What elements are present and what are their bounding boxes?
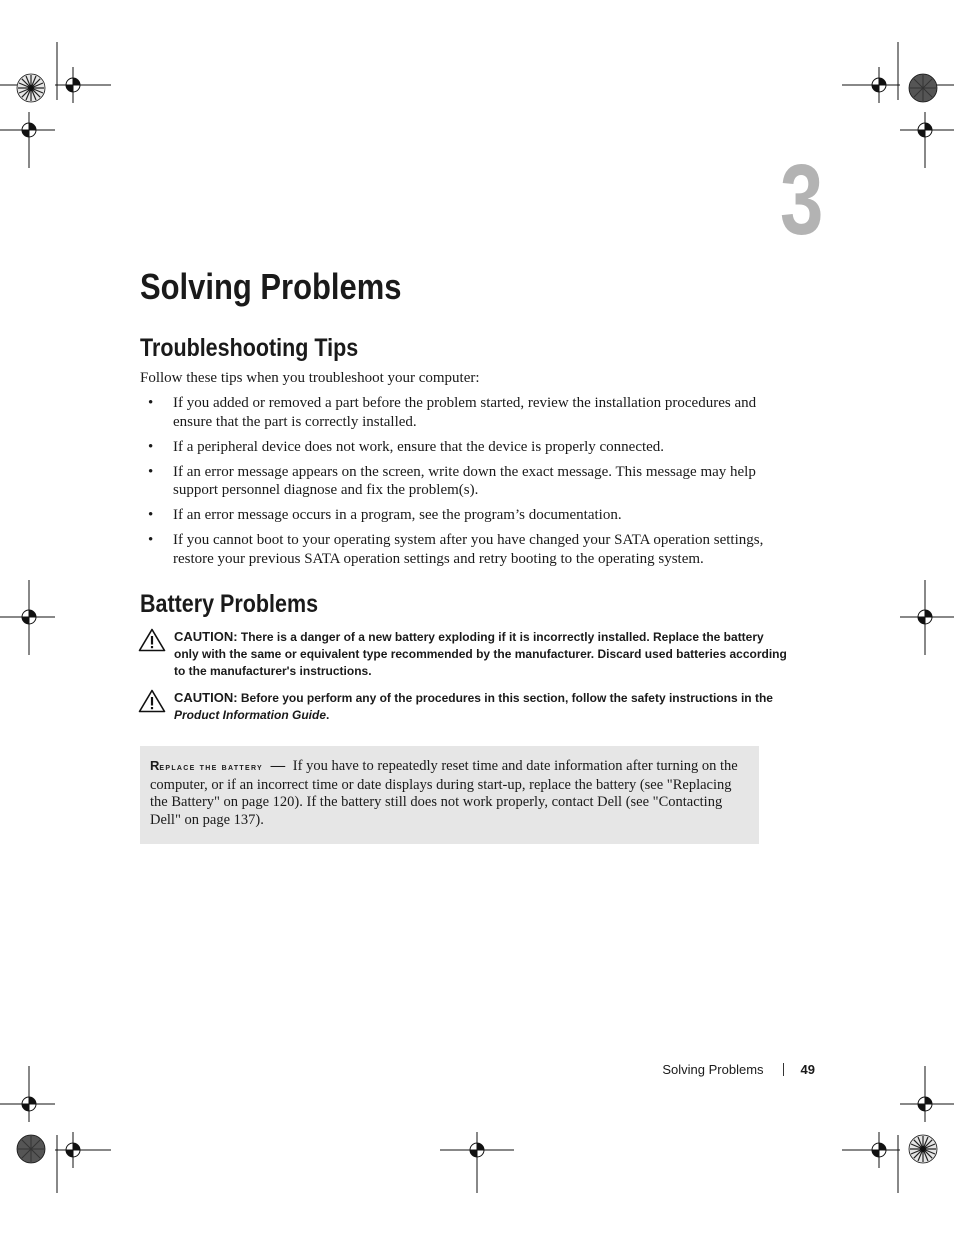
tips-list	[140, 394, 790, 575]
caution-label: CAUTION:	[174, 629, 238, 644]
troubleshooting-heading: Troubleshooting Tips	[140, 334, 359, 362]
note-label-initial: R	[150, 758, 160, 773]
caution-safety-instructions	[138, 689, 788, 724]
troubleshooting-intro: Follow these tips when you troubleshoot your computer:	[140, 370, 480, 386]
page-footer	[640, 1062, 815, 1078]
caution-text: Before you perform any of the procedures in this section, follow the safety instructions in the	[240, 691, 773, 705]
page-title: Solving Problems	[140, 266, 402, 307]
list-item	[140, 394, 790, 431]
running-title: Solving Problems	[662, 1062, 764, 1077]
tip-text: If you added or removed a part before the problem started, review the installation procedures and ensure that the part is correctly installed.	[173, 395, 757, 430]
list-item	[140, 438, 790, 457]
caution-label: CAUTION:	[174, 690, 238, 705]
battery-heading: Battery Problems	[140, 590, 319, 618]
caution-exploding-battery	[138, 628, 788, 680]
tip-text: If an error message appears on the screen, write down the exact message. This message may help support personnel diagnose and fix the problem(s).	[173, 463, 756, 498]
note-dash: —	[270, 758, 286, 774]
bullet: •	[148, 395, 154, 411]
bullet: •	[148, 438, 154, 455]
bullet: •	[148, 507, 154, 523]
color-target-icon	[909, 1135, 937, 1163]
tip-text: If a peripheral device does not work, ensure that the device is properly connected.	[173, 438, 665, 455]
footer-separator	[783, 1063, 784, 1076]
guide-title: Product Information Guide	[174, 708, 326, 722]
caution-text: There is a danger of a new battery exploding if it is incorrectly installed. Replace the battery only with the same or equivalent type recommended by the manufacturer. Discard used batteries according to the manufacturer's instructions.	[174, 630, 787, 678]
replace-battery-note	[140, 746, 759, 844]
warning-triangle-icon	[138, 689, 166, 713]
list-item	[140, 506, 790, 525]
caution-end: .	[326, 708, 330, 722]
bullet: •	[148, 463, 154, 480]
note-label	[150, 758, 264, 773]
bullet: •	[148, 532, 154, 548]
tip-text: If you cannot boot to your operating system after you have changed your SATA operation settings, restore your previous SATA operation settings and retry booting to the operating system.	[173, 532, 764, 567]
list-item	[140, 463, 790, 500]
warning-triangle-icon	[138, 628, 166, 652]
color-target-icon	[909, 74, 937, 102]
page-number: 49	[800, 1062, 815, 1077]
note-label-rest: eplace the battery	[159, 762, 264, 773]
tip-text: If an error message occurs in a program, see the program’s documentation.	[173, 507, 622, 523]
chapter-number: 3	[780, 144, 824, 256]
list-item	[140, 531, 790, 568]
color-target-icon	[17, 74, 45, 102]
color-target-icon	[17, 1135, 45, 1163]
note-text: If you have to repeatedly reset time and date information after turning on the computer, or if an incorrect time or date displays during start-up, replace the battery (see "Replacing the Battery" on page 120). If the battery still does not work properly, contact Dell (see "Contacting Dell" on page 137).	[150, 758, 738, 828]
